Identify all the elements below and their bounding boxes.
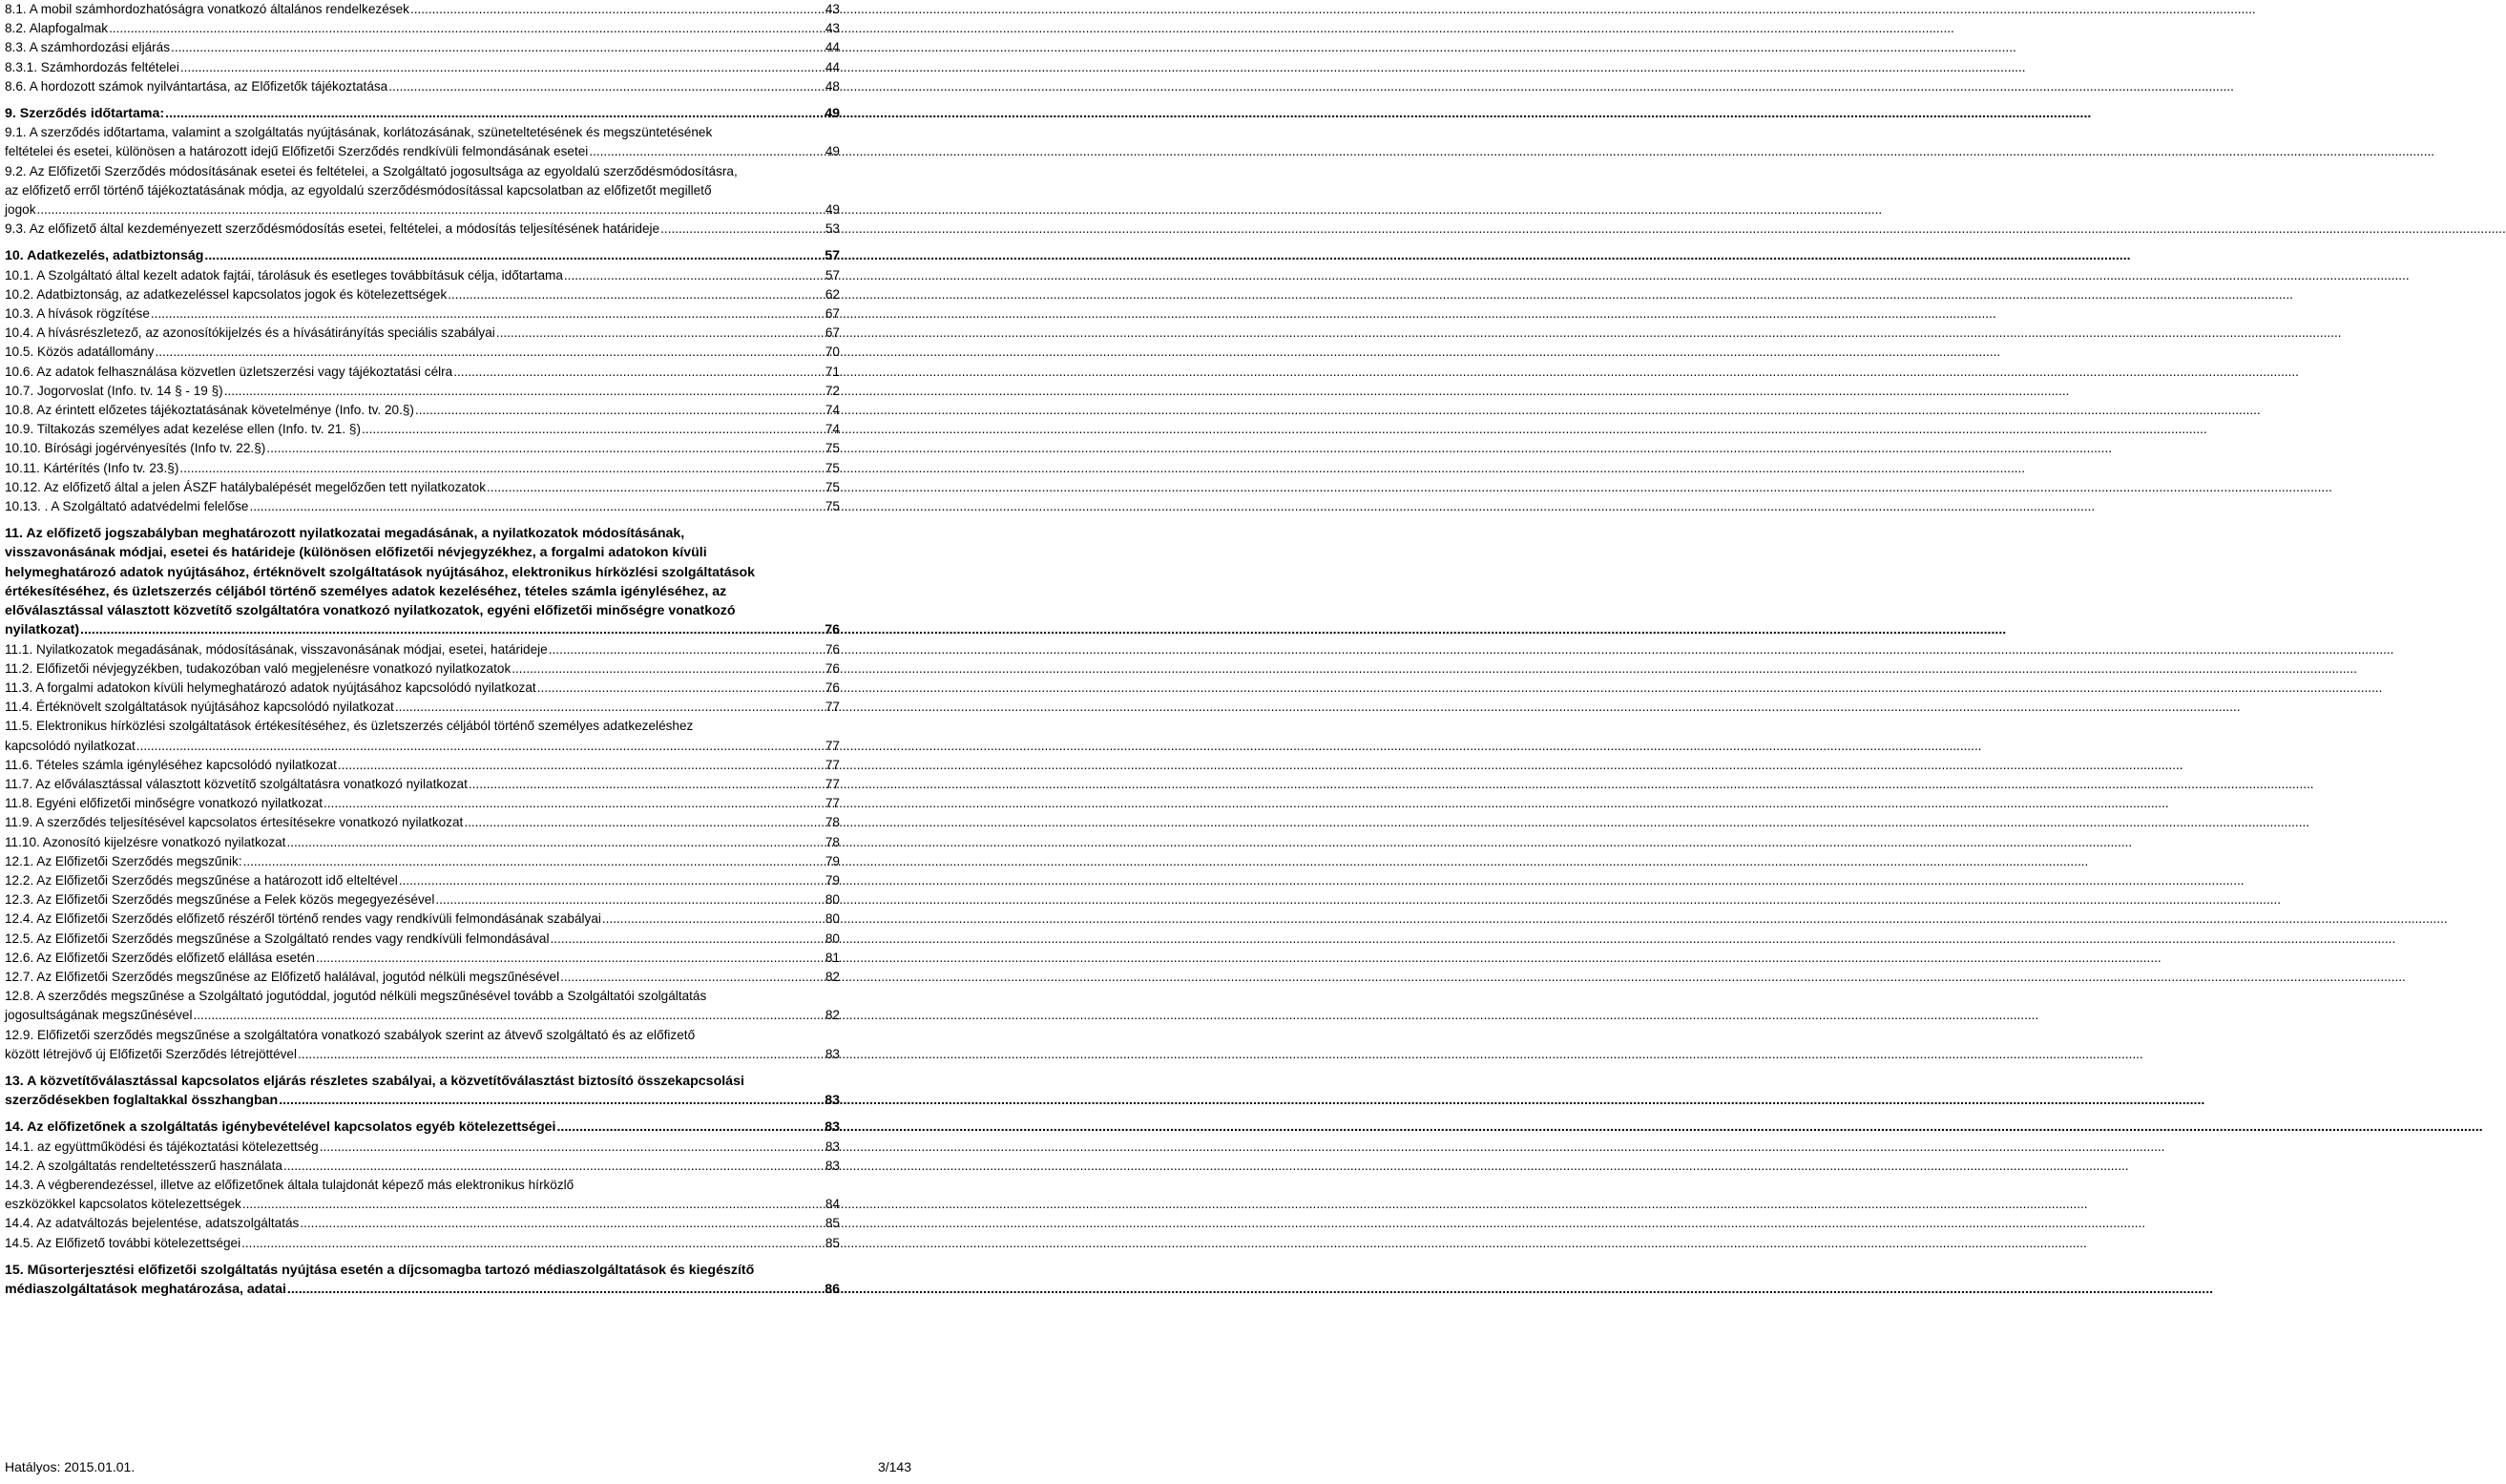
- toc-page-number: 81: [825, 950, 840, 965]
- toc-page-number: 77: [825, 796, 840, 811]
- toc-entry-text: 14.5. Az Előfizető további kötelezettségei: [5, 1235, 241, 1250]
- toc-entry-text: 9.3. Az előfizető által kezdeményezett szerződésmódosítás esetei, feltételei, a módosítás teljesítésének határideje: [5, 221, 660, 237]
- toc-page-number: 76: [825, 641, 840, 657]
- toc-entry[interactable]: [5, 1214, 840, 1233]
- dot-leader: [300, 1214, 819, 1233]
- toc-entry[interactable]: [5, 497, 840, 516]
- toc-entry[interactable]: [5, 909, 840, 929]
- dot-leader: [80, 620, 819, 639]
- toc-entry[interactable]: [5, 987, 840, 1025]
- toc-entry[interactable]: [5, 266, 840, 285]
- toc-page-number: 80: [825, 930, 840, 946]
- toc-entry-text: visszavonásának módjai, esetei és határideje (különösen előfizetői névjegyzékhez, a forgalmi adatokon kívüli: [5, 545, 707, 561]
- dot-leader: [171, 38, 819, 57]
- dot-leader: [551, 930, 819, 949]
- dot-leader: [180, 58, 819, 77]
- toc-entry[interactable]: [5, 813, 840, 832]
- toc-entry-text: 11.6. Tételes számla igényléséhez kapcsolódó nyilatkozat: [5, 757, 337, 772]
- toc-entry-text: 10.11. Kártérítés (Info tv. 23.§): [5, 460, 179, 475]
- toc-entry-text: 10.7. Jogorvoslat (Info. tv. 14 § - 19 §): [5, 383, 223, 398]
- toc-entry-text: 10.1. A Szolgáltató által kezelt adatok fajtái, tárolásuk és esetleges továbbításuk célja, időtartama: [5, 267, 563, 282]
- toc-entry-text: 10.12. Az előfizető által a jelen ÁSZF hatálybalépését megelőzően tett nyilatkozatok: [5, 479, 487, 494]
- toc-entry-text: 12.8. A szerződés megszűnése a Szolgáltató jogutóddal, jogutód nélküli megszűnésével tovább a Szolgáltatói szolgáltatás: [5, 989, 707, 1004]
- toc-entry-text: 12.6. Az Előfizetői Szerződés előfizető elállása esetén: [5, 950, 315, 965]
- toc-entry-text: 10.13. . A Szolgáltató adatvédelmi felelőse: [5, 499, 249, 514]
- dot-leader: [537, 679, 819, 698]
- dot-leader: [512, 659, 819, 679]
- dot-leader: [556, 1118, 819, 1137]
- toc-page-number: 53: [825, 221, 840, 237]
- dot-leader: [362, 420, 819, 439]
- toc-page-number: 67: [825, 306, 840, 322]
- toc-entry[interactable]: [5, 363, 840, 382]
- toc-page-number: 49: [825, 106, 840, 122]
- toc-page-number: 84: [825, 1197, 840, 1212]
- toc-entry[interactable]: [5, 833, 840, 852]
- toc-entry[interactable]: [5, 775, 840, 794]
- toc-page-number: 83: [825, 1139, 840, 1154]
- toc-entry-text: 10.6. Az adatok felhasználása közvetlen üzletszerzési vagy tájékoztatási célra: [5, 364, 453, 379]
- dot-leader: [179, 459, 819, 478]
- toc-page-number: 79: [825, 853, 840, 868]
- dot-leader: [283, 1157, 819, 1176]
- toc-page-number: 48: [825, 78, 840, 94]
- toc-entry-text: 12.9. Előfizetői szerződés megszűnése a szolgáltatóra vonatkozó szabályok szerint az átvevő szolgáltató és az előfizető: [5, 1027, 696, 1042]
- toc-entry[interactable]: [5, 1176, 840, 1214]
- toc-entry-text: 14.3. A végberendezéssel, illetve az előfizetőnek általa tulajdonát képező más elektronikus hírközlő: [5, 1177, 574, 1192]
- toc-entry-text: 11.1. Nyilatkozatok megadásának, módosításának, visszavonásának módjai, esetei, határideje: [5, 641, 548, 657]
- toc-page-number: 77: [825, 776, 840, 791]
- dot-leader: [564, 266, 819, 285]
- toc-page-number: 57: [825, 248, 840, 264]
- toc-entry[interactable]: [5, 949, 840, 968]
- dot-leader: [37, 200, 820, 219]
- toc-entry-text: 10.8. Az érintett előzetes tájékoztatásának követelménye (Info. tv. 20.§): [5, 403, 414, 418]
- toc-entry-text: helymeghatározó adatok nyújtásához, értéknövelt szolgáltatások nyújtásához, elektronikus hírközlési szolgáltatások: [5, 564, 756, 580]
- toc-entry-text: 11.5. Elektronikus hírközlési szolgáltatások értékesítéséhez, és üzletszerzés céljából történő személyes adatkezeléshez: [5, 719, 694, 734]
- toc-entry[interactable]: [5, 420, 840, 439]
- toc-entry-text: 11.8. Egyéni előfizetői minőségre vonatkozó nyilatkozat: [5, 796, 323, 811]
- toc-page-number: 71: [825, 364, 840, 379]
- dot-leader: [286, 833, 819, 852]
- toc-entry-text: 9. Szerződés időtartama:: [5, 106, 165, 122]
- toc-entry-text: 8.3. A számhordozási eljárás: [5, 40, 171, 55]
- toc-entry[interactable]: [5, 659, 840, 679]
- dot-leader: [242, 1195, 819, 1214]
- dot-leader: [249, 497, 819, 516]
- toc-page-number: 76: [825, 679, 840, 695]
- toc-page-number: 83: [825, 1093, 840, 1109]
- toc-page-number: 82: [825, 1008, 840, 1023]
- toc-entry-text: 10.10. Bírósági jogérvényesítés (Info tv. 22.§): [5, 441, 266, 456]
- toc-entry-text: 12.4. Az Előfizetői Szerződés előfizető részéről történő rendes vagy rendkívüli felmondásának szabályai: [5, 911, 601, 927]
- toc-entry-text: 11.10. Azonosító kijelzésre vonatkozó nyilatkozat: [5, 834, 286, 849]
- toc-entry-text: előválasztással választott közvetítő szolgáltatóra vonatkozó nyilatkozatok, egyéni előfizetői minőségre vonatkozó: [5, 603, 736, 619]
- toc-entry-text: 8.6. A hordozott számok nyilvántartása, az Előfizetők tájékoztatása: [5, 78, 388, 94]
- dot-leader: [320, 1138, 819, 1157]
- dot-leader: [410, 0, 819, 19]
- toc-page-number: 67: [825, 325, 840, 341]
- dot-leader: [435, 890, 819, 909]
- toc-entry-text: médiaszolgáltatások meghatározása, adatai: [5, 1282, 286, 1297]
- toc-page-number: 78: [825, 815, 840, 830]
- toc-entry[interactable]: [5, 968, 840, 987]
- toc-entry-text: 11.9. A szerződés teljesítésével kapcsolatos értesítésekre vonatkozó nyilatkozat: [5, 815, 464, 830]
- toc-page-number: 75: [825, 499, 840, 514]
- toc-entry[interactable]: [5, 123, 840, 161]
- toc-entry-text: feltételei és esetei, különösen a határozott idejű Előfizetői Szerződés rendkívüli felmondásának esetei: [5, 144, 589, 159]
- toc-entry-text: 12.5. Az Előfizetői Szerződés megszűnése a Szolgáltató rendes vagy rendkívüli felmondásával: [5, 930, 550, 946]
- dot-leader: [224, 382, 819, 401]
- toc-page-number: 75: [825, 479, 840, 494]
- dot-leader: [316, 949, 819, 968]
- toc-entry-text: nyilatkozat): [5, 622, 80, 638]
- toc-entry[interactable]: [5, 58, 840, 77]
- toc-entry[interactable]: [5, 478, 840, 497]
- dot-leader: [204, 246, 819, 265]
- toc-entry-text: értékesítéséhez, és üzletszerzés céljából történő személyes adatok kezeléséhez, tételes számla igényléséhez, az: [5, 583, 727, 599]
- toc-entry[interactable]: [5, 679, 840, 698]
- toc-page-number: 74: [825, 403, 840, 418]
- toc-page-number: 82: [825, 969, 840, 984]
- toc-page-number: 70: [825, 345, 840, 360]
- toc-entry-text: 10.9. Tiltakozás személyes adat kezelése ellen (Info. tv. 21. §): [5, 422, 362, 437]
- toc-entry[interactable]: [5, 1157, 840, 1176]
- toc-page-number: 78: [825, 834, 840, 849]
- dot-leader: [487, 478, 819, 497]
- toc-entry[interactable]: [5, 852, 840, 871]
- toc-page-number: 62: [825, 286, 840, 302]
- toc-entry-text: 10.3. A hívások rögzítése: [5, 306, 150, 322]
- toc-entry[interactable]: [5, 698, 840, 717]
- toc-entry[interactable]: [5, 1118, 840, 1137]
- toc-page-number: 85: [825, 1216, 840, 1231]
- toc-page-number: 80: [825, 892, 840, 908]
- dot-leader: [279, 1091, 819, 1110]
- toc-entry-text: 11.4. Értéknövelt szolgáltatások nyújtásához kapcsolódó nyilatkozat: [5, 700, 394, 715]
- toc-entry-text: 14.1. az együttműködési és tájékoztatási kötelezettség: [5, 1139, 319, 1154]
- dot-leader: [241, 1234, 819, 1253]
- toc-page-number: 57: [825, 267, 840, 282]
- toc-entry[interactable]: [5, 304, 840, 324]
- toc-entry-text: 10.5. Közös adatállomány: [5, 345, 155, 360]
- toc-entry[interactable]: [5, 401, 840, 420]
- toc-entry-text: 12.7. Az Előfizetői Szerződés megszűnése az Előfizető halálával, jogutód nélküli megszűnésével: [5, 969, 560, 984]
- dot-leader: [338, 756, 819, 775]
- dot-leader: [324, 794, 819, 813]
- toc-entry[interactable]: [5, 343, 840, 362]
- toc-entry-text: 10.4. A hívásrészletező, az azonosítókijelzés és a hívásátirányítás speciális szabályai: [5, 325, 495, 341]
- dot-leader: [415, 401, 819, 420]
- toc-entry-text: 8.3.1. Számhordozás feltételei: [5, 59, 179, 74]
- toc-page-number: 80: [825, 911, 840, 927]
- toc-page-number: 77: [825, 700, 840, 715]
- toc-entry-text: eszközökkel kapcsolatos kötelezettségek: [5, 1197, 241, 1212]
- toc-entry[interactable]: [5, 1026, 840, 1064]
- toc-entry-text: jogosultságának megszűnésével: [5, 1008, 193, 1023]
- toc-page-number: 85: [825, 1235, 840, 1250]
- table-of-contents: [5, 0, 840, 1299]
- toc-entry[interactable]: [5, 1234, 840, 1253]
- toc-entry[interactable]: [5, 77, 840, 96]
- toc-page-number: 86: [825, 1282, 840, 1297]
- dot-leader: [549, 640, 819, 659]
- toc-entry[interactable]: [5, 1072, 840, 1110]
- effective-date: Hatályos: 2015.01.01.: [5, 1459, 136, 1474]
- dot-leader: [165, 104, 819, 123]
- dot-leader: [395, 698, 819, 717]
- toc-page-number: 49: [825, 202, 840, 218]
- toc-entry[interactable]: [5, 324, 840, 343]
- toc-entry-text: 10.2. Adatbiztonság, az adatkezeléssel kapcsolatos jogok és kötelezettségek: [5, 286, 448, 302]
- toc-entry-text: 9.1. A szerződés időtartama, valamint a szolgáltatás nyújtásának, korlátozásának, szüneteltetésének és megszüntetésének: [5, 125, 713, 140]
- toc-entry[interactable]: [5, 890, 840, 909]
- toc-page-number: 83: [825, 1158, 840, 1173]
- toc-entry-text: 14.2. A szolgáltatás rendeltetésszerű használata: [5, 1158, 282, 1173]
- toc-entry-text: szerződésekben foglaltakkal összhangban: [5, 1093, 279, 1109]
- toc-entry-text: 14.4. Az adatváltozás bejelentése, adatszolgáltatás: [5, 1216, 300, 1231]
- toc-entry-text: között létrejövő új Előfizetői Szerződés létrejöttével: [5, 1046, 298, 1061]
- toc-entry-text: 11.3. A forgalmi adatokon kívüli helymeghatározó adatok nyújtásához kapcsolódó nyilatkozat: [5, 679, 536, 695]
- dot-leader: [287, 1280, 819, 1299]
- dot-leader: [266, 439, 819, 458]
- dot-leader: [193, 1006, 819, 1025]
- dot-leader: [660, 219, 819, 239]
- toc-entry-text: 8.2. Alapfogalmak: [5, 21, 109, 36]
- dot-leader: [155, 343, 819, 362]
- page-number: 3/143: [877, 1459, 911, 1474]
- toc-page-number: 77: [825, 757, 840, 772]
- toc-entry-text: 15. Műsorterjesztési előfizetői szolgáltatás nyújtása esetén a díjcsomagba tartozó médiaszolgáltatások és kiegészítő: [5, 1262, 755, 1278]
- toc-entry[interactable]: [5, 219, 840, 239]
- dot-leader: [151, 304, 819, 324]
- dot-leader: [453, 363, 819, 382]
- toc-page-number: 43: [825, 2, 840, 16]
- toc-entry-text: jogok: [5, 202, 36, 218]
- dot-leader: [399, 871, 819, 890]
- toc-entry[interactable]: [5, 439, 840, 458]
- dot-leader: [448, 285, 819, 304]
- toc-entry[interactable]: [5, 871, 840, 890]
- toc-page-number: 75: [825, 460, 840, 475]
- toc-page-number: 74: [825, 422, 840, 437]
- toc-page-number: 49: [825, 144, 840, 159]
- toc-entry-text: kapcsolódó nyilatkozat: [5, 738, 136, 753]
- dot-leader: [298, 1045, 819, 1064]
- toc-entry[interactable]: [5, 524, 840, 639]
- toc-page-number: 76: [825, 622, 840, 638]
- page-footer: [5, 1458, 911, 1475]
- toc-entry-text: 9.2. Az Előfizetői Szerződés módosításának esetei és feltételei, a Szolgáltató jogosultsága az egyoldalú szerződésmódosításra,: [5, 163, 738, 178]
- toc-entry-text: 8.1. A mobil számhordozhatóságra vonatkozó általános rendelkezések: [5, 2, 409, 16]
- toc-entry[interactable]: [5, 1261, 840, 1299]
- toc-entry[interactable]: [5, 756, 840, 775]
- dot-leader: [464, 813, 819, 832]
- toc-entry-text: 11. Az előfizető jogszabályban meghatározott nyilatkozatai megadásának, a nyilatkozatok módosításának,: [5, 526, 685, 542]
- toc-page-number: 83: [825, 1046, 840, 1061]
- toc-entry-text: 12.3. Az Előfizetői Szerződés megszűnése a Felek közös megegyezésével: [5, 892, 435, 908]
- toc-entry[interactable]: [5, 640, 840, 659]
- toc-page-number: 79: [825, 872, 840, 888]
- dot-leader: [602, 909, 819, 929]
- dot-leader: [469, 775, 819, 794]
- toc-entry[interactable]: [5, 794, 840, 813]
- toc-entry[interactable]: [5, 930, 840, 949]
- toc-entry-text: 11.7. Az előválasztással választott közvetítő szolgáltatásra vonatkozó nyilatkozat: [5, 776, 468, 791]
- toc-entry[interactable]: [5, 0, 840, 19]
- dot-leader: [136, 737, 819, 756]
- toc-page-number: 44: [825, 40, 840, 55]
- dot-leader: [496, 324, 819, 343]
- toc-page-number: 75: [825, 441, 840, 456]
- toc-entry[interactable]: [5, 459, 840, 478]
- dot-leader: [589, 142, 819, 161]
- toc-entry-text: 12.1. Az Előfizetői Szerződés megszűnik:: [5, 853, 242, 868]
- toc-entry[interactable]: [5, 285, 840, 304]
- toc-entry[interactable]: [5, 382, 840, 401]
- toc-entry[interactable]: [5, 717, 840, 755]
- toc-entry[interactable]: [5, 19, 840, 38]
- dot-leader: [560, 968, 819, 987]
- toc-page-number: 76: [825, 660, 840, 676]
- toc-entry[interactable]: [5, 104, 840, 123]
- toc-entry-text: 13. A közvetítőválasztással kapcsolatos eljárás részletes szabályai, a közvetítőválasztást biztosító összekapcsolási: [5, 1073, 744, 1089]
- toc-page-number: 72: [825, 383, 840, 398]
- toc-page-number: 77: [825, 738, 840, 753]
- toc-entry-text: 12.2. Az Előfizetői Szerződés megszűnése a határozott idő elteltével: [5, 872, 398, 888]
- toc-entry-text: az előfizető erről történő tájékoztatásának módja, az egyoldalú szerződésmódosítással kapcsolatban az előfizetőt megillető: [5, 182, 712, 198]
- dot-leader: [388, 77, 819, 96]
- toc-entry[interactable]: [5, 1138, 840, 1157]
- toc-entry[interactable]: [5, 162, 840, 220]
- dot-leader: [109, 19, 819, 38]
- toc-page-number: 83: [825, 1119, 840, 1136]
- toc-page-number: 43: [825, 21, 840, 36]
- toc-entry[interactable]: [5, 38, 840, 57]
- toc-page-number: 44: [825, 59, 840, 74]
- toc-entry-text: 11.2. Előfizetői névjegyzékben, tudakozóban való megjelenésre vonatkozó nyilatkozatok: [5, 660, 512, 676]
- toc-entry-text: 14. Az előfizetőnek a szolgáltatás igénybevételével kapcsolatos egyéb kötelezettségei: [5, 1119, 556, 1136]
- toc-entry[interactable]: [5, 246, 840, 265]
- toc-entry-text: 10. Adatkezelés, adatbiztonság: [5, 248, 204, 264]
- dot-leader: [243, 852, 819, 871]
